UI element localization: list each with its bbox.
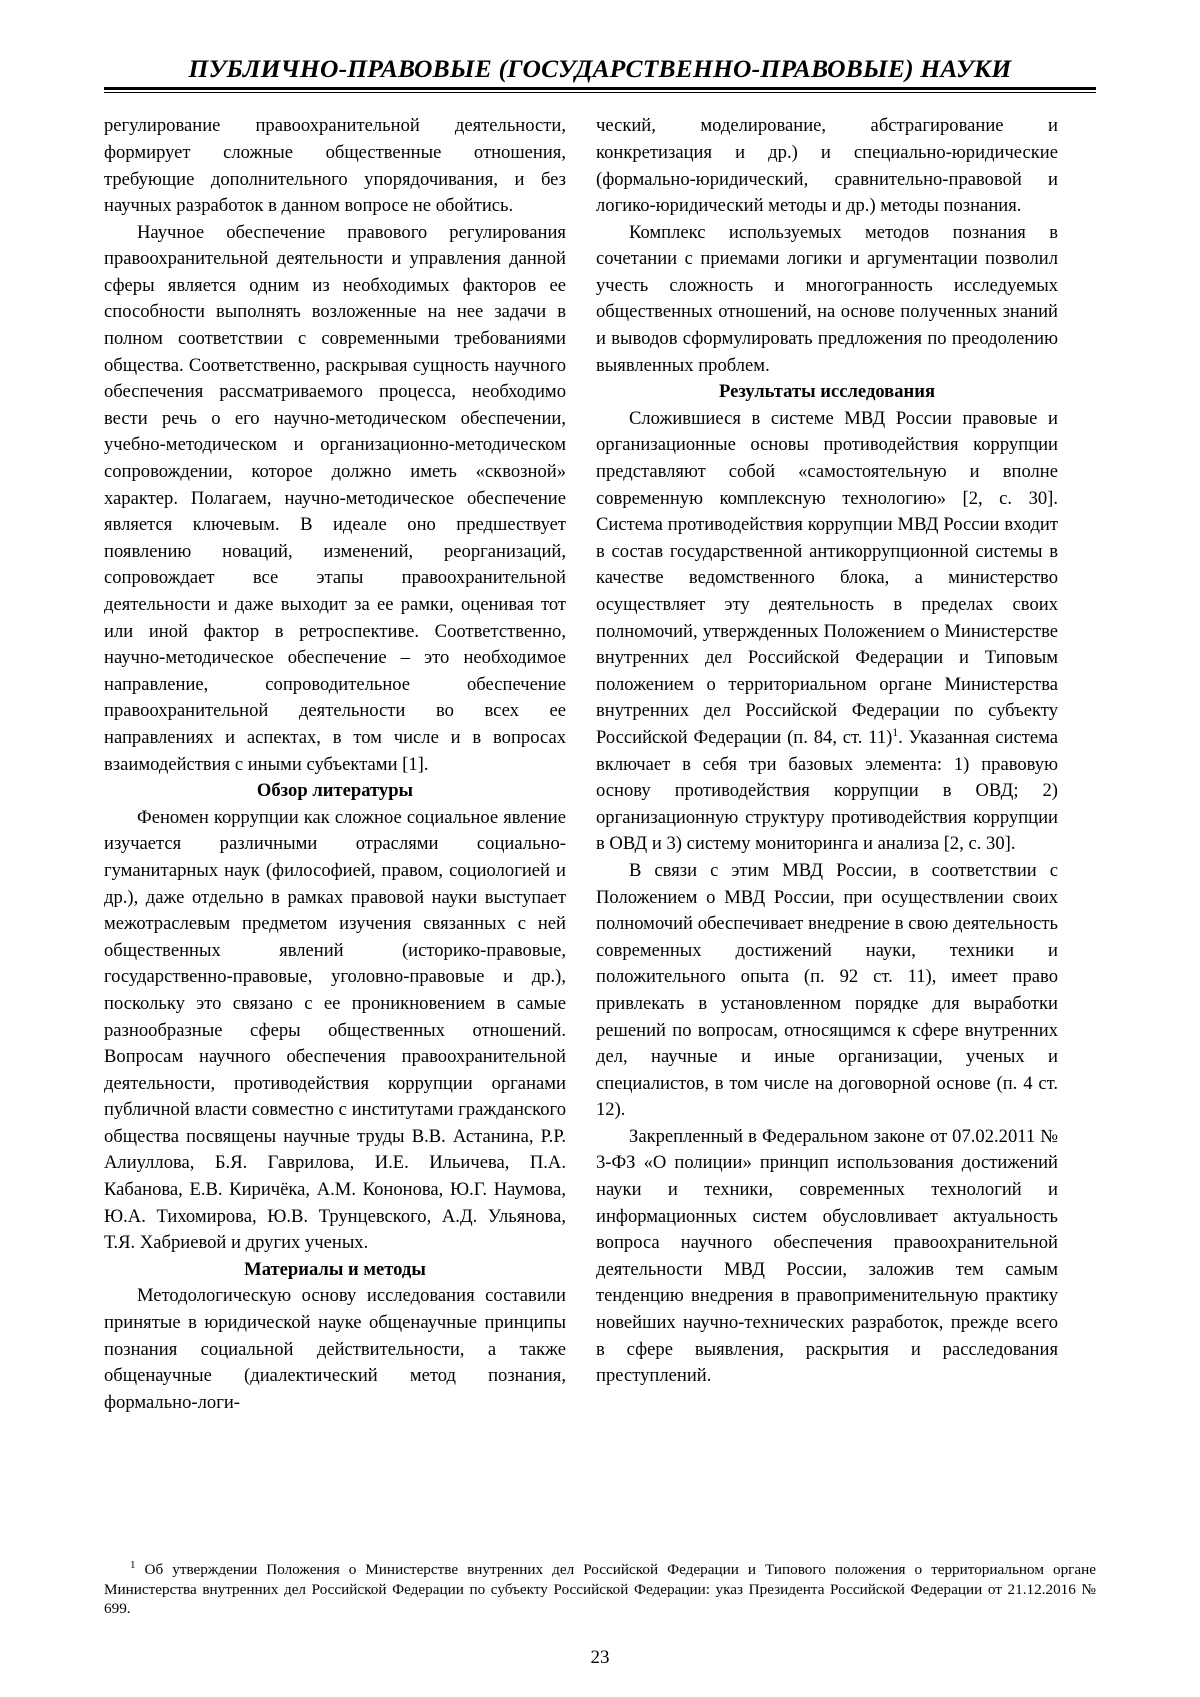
footnote-number: 1 — [130, 1559, 136, 1572]
header-divider — [104, 87, 1096, 93]
footnote-reference[interactable]: 1 — [892, 726, 899, 739]
two-column-body — [104, 113, 1096, 1416]
left-column — [104, 113, 566, 1416]
paragraph-text-part-b: . Указанная система включает в себя три базовых элемента: 1) правовую основу противодействия коррупции в ОВД; 2) организационную структуру противодействия коррупции в ОВД и 3) систему мониторинга и анализа [2, с. 30]. — [596, 726, 1059, 855]
paragraph: Методологическую основу исследования составили принятые в юридической науке общенаучные принципы познания социальной действительности, а также общенаучные (диалектический метод познания, формально-логи- — [104, 1285, 566, 1413]
paragraph: Закрепленный в Федеральном законе от 07.02.2011 № 3-ФЗ «О полиции» принцип использования достижений науки и техники, современных технологий и информационных систем обусловливает актуальность вопроса научного обеспечения правоохранительной деятельности МВД России, заложив тем самым тенденцию внедрения в правоприменительную практику новейших научно-технических разработок, прежде всего в сфере выявления, раскрытия и расследования преступлений. — [596, 1125, 1058, 1387]
paragraph: ческий, моделирование, абстрагирование и конкретизация и др.) и специально-юридические (формально-юридический, сравнительно-правовой и логико-юридический методы и др.) методы познания. — [596, 115, 1058, 217]
paragraph-with-footnote — [596, 406, 1058, 858]
paragraph: В связи с этим МВД России, в соответствии с Положением о МВД России, при осуществлении своих полномочий обеспечивает внедрение в свою деятельность современных достижений науки, техники и положительного опыта (п. 92 ст. 11), имеет право привлекать в установленном порядке для выработки решений по вопросам, относящимся к сфере внутренних дел, научные и иные организации, ученых и специалистов, в том числе на договорной основе (п. 4 ст. 12). — [596, 859, 1058, 1121]
footnote-area — [104, 1560, 1096, 1619]
paragraph: регулирование правоохранительной деятельности, формирует сложные общественные отношения, требующие дополнительного упорядочивания, и без научных разработок в данном вопросе не обойтись. — [104, 115, 566, 217]
paragraph-text-part-a: Сложившиеся в системе МВД России правовые и организационные основы противодействия коррупции представляют собой «самостоятельную и вполне современную комплексную технологию» [2, с. 30]. Система противодействия коррупции МВД России входит в состав государственной антикоррупционной системы в качестве ведомственного блока, а министерство осуществляет эту деятельность в пределах своих полномочий, утвержденных Положением о Министерстве внутренних дел Российской Федерации и Типовым положением о территориальном органе Министерства внутренних дел Российской Федерации по субъекту Российской Федерации (п. 84, ст. 11) — [596, 407, 1058, 748]
footnote-body: Об утверждении Положения о Министерстве внутренних дел Российской Федерации и Типового положения о территориальном органе Министерства внутренних дел Российской Федерации по субъекту Российской Федерации: указ Президента Российской Федерации от 21.12.2016 № 699. — [104, 1561, 1096, 1618]
right-column — [596, 113, 1058, 1390]
paragraph: Комплекс используемых методов познания в сочетании с приемами логики и аргументации позволил учесть сложность и многогранность исследуемых общественных отношений, на основе полученных знаний и выводов сформулировать предложения по преодолению выявленных проблем. — [596, 221, 1058, 376]
page-title: ПУБЛИЧНО-ПРАВОВЫЕ (ГОСУДАРСТВЕННО-ПРАВОВЫЕ) НАУКИ — [188, 54, 1012, 83]
header-rule-thick — [104, 87, 1096, 90]
section-heading-results: Результаты исследования — [718, 381, 936, 403]
section-heading-literature-review: Обзор литературы — [256, 780, 414, 802]
header-rule-thin — [104, 92, 1096, 93]
footnote-text — [104, 1560, 1096, 1619]
section-heading-materials-methods: Материалы и методы — [244, 1258, 426, 1280]
paragraph: Феномен коррупции как сложное социальное явление изучается различными отраслями социально-гуманитарных наук (философией, правом, социологией и др.), даже отдельно в рамках правовой науки выступает межотраслевым предметом изучения связанных с ней общественных явлений (историко-правовые, государственно-правовые, уголовно-правовые и др.), поскольку это связано с ее проникновением в самые разнообразные сферы общественных отношений. Вопросам научного обеспечения правоохранительной деятельности, противодействия коррупции органами публичной власти совместно с институтами гражданского общества посвящены научные труды В.В. Астанина, Р.Р. Алиуллова, Б.Я. Гаврилова, И.Е. Ильичева, П.А. Кабанова, Е.В. Киричёка, А.М. Кононова, Ю.Г. Наумова, Ю.А. Тихомирова, Ю.В. Трунцевского, А.Д. Ульянова, Т.Я. Хабриевой и других ученых. — [104, 806, 566, 1254]
paragraph: Научное обеспечение правового регулирования правоохранительной деятельности и управления данной сферы является одним из необходимых факторов ее способности выполнять возложенные на нее задачи в полном соответствии с современными требованиями общества. Соответственно, раскрывая сущность научного обеспечения рассматриваемого процесса, необходимо вести речь о его научно-методическом обеспечении, учебно-методическом и организационно-методическом сопровождении, которое должно иметь «сквозной» характер. Полагаем, научно-методическое обеспечение является ключевым. В идеале оно предшествует появлению новаций, изменений, реорганизаций, сопровождает все этапы правоохранительной деятельности и даже выходит за ее рамки, оценивая тот или иной фактор в ретроспективе. Соответственно, научно-методическое обеспечение – это необходимое направление, сопроводительное обеспечение правоохранительной деятельности во всех ее направлениях и аспектах, в том числе и в вопросах взаимодействия с иными субъектами [1]. — [104, 221, 566, 775]
page-number: 23 — [590, 1647, 610, 1668]
page-header — [104, 54, 1096, 93]
